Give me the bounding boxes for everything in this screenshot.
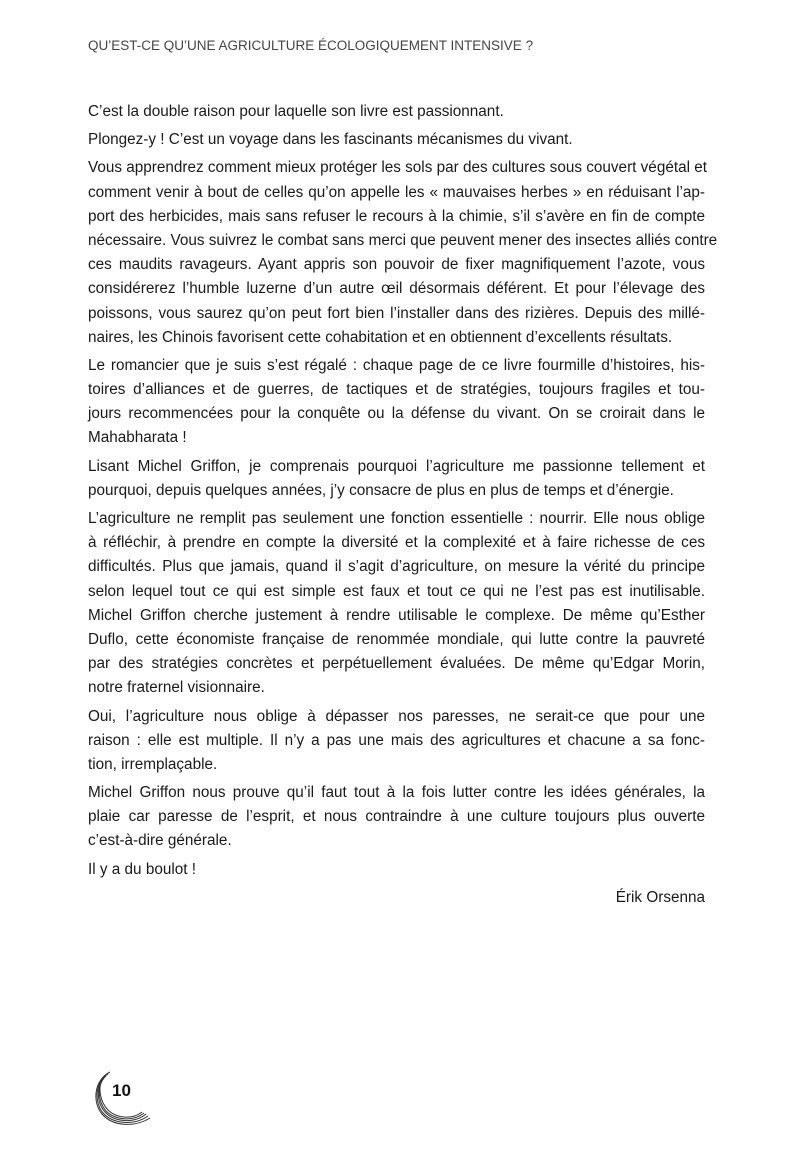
text-line: considérerez l’humble luzerne d’un autre œil désormais déférent. Et pour l’élevage des xyxy=(88,280,705,298)
text-line: naires, les Chinois favorisent cette cohabitation et en obtiennent d’excellents résultats. xyxy=(88,328,673,346)
text-line: Oui, l’agriculture nous oblige à dépasser nos paresses, ne serait-ce que pour une xyxy=(88,707,705,725)
text-line: Vous apprendrez comment mieux protéger les sols par des cultures sous couvert végétal et xyxy=(88,159,707,177)
text-line: port des herbicides, mais sans refuser le recours à la chimie, s’il s’avère en fin de compte xyxy=(88,207,705,225)
text-line: jours recommencées pour la conquête ou la défense du vivant. On se croirait dans le xyxy=(88,405,705,423)
text-line: Plongez-y ! C’est un voyage dans les fascinants mécanismes du vivant. xyxy=(88,131,573,149)
paragraph xyxy=(88,354,705,451)
text-line: plaie car paresse de l’esprit, et nous contraindre à une culture toujours plus ouverte xyxy=(88,808,705,826)
text-line: Duflo, cette économiste française de renommée mondiale, qui lutte contre la pauvreté xyxy=(88,630,705,648)
text-line: selon lequel tout ce qui est simple est faux et tout ce qui ne l’est pas est inutilisable. xyxy=(88,582,705,600)
paragraph xyxy=(88,156,718,350)
text-line: tion, irremplaçable. xyxy=(88,755,218,773)
paragraph xyxy=(88,455,705,503)
text-line: Lisant Michel Griffon, je comprenais pourquoi l’agriculture me passionne tellement et xyxy=(88,457,705,475)
paragraph xyxy=(88,507,705,701)
text-line: Michel Griffon nous prouve qu’il faut tout à la fois lutter contre les idées générales, la xyxy=(88,784,705,802)
paragraph xyxy=(88,100,705,124)
text-line: c’est-à-dire générale. xyxy=(88,832,232,850)
paragraph xyxy=(88,781,705,854)
text-line: ces maudits ravageurs. Ayant appris son pouvoir de fixer magnifiquement l’azote, vous xyxy=(88,256,705,274)
text-line: nécessaire. Vous suivrez le combat sans merci que peuvent mener des insectes alliés contre xyxy=(88,231,718,249)
paragraph xyxy=(88,858,705,882)
text-line: poissons, vous saurez qu’on peut fort bien l’installer dans des rizières. Depuis des millé- xyxy=(88,304,705,322)
text-line: par des stratégies concrètes et perpétuellement évaluées. De même qu’Edgar Morin, xyxy=(88,655,705,673)
text-line: Le romancier que je suis s’est régalé : chaque page de ce livre fourmille d’histoires, his- xyxy=(88,356,705,374)
text-line: raison : elle est multiple. Il n’y a pas une mais des agricultures et chacune a sa fonc- xyxy=(88,731,705,749)
author-signature: Érik Orsenna xyxy=(615,888,705,906)
text-line: notre fraternel visionnaire. xyxy=(88,679,265,697)
running-header: QU’EST-CE QU’UNE AGRICULTURE ÉCOLOGIQUEMENT INTENSIVE ? xyxy=(88,38,534,53)
page-number: 10 xyxy=(112,1081,131,1100)
text-line: comment venir à bout de celles qu’on appelle les « mauvaises herbes » en réduisant l’ap- xyxy=(88,183,705,201)
paragraph xyxy=(88,128,705,152)
paragraph xyxy=(88,705,705,778)
text-line: C’est la double raison pour laquelle son livre est passionnant. xyxy=(88,103,504,120)
text-line: difficultés. Plus que jamais, quand il s’agit d’agriculture, on mesure la vérité du principe xyxy=(88,558,705,576)
text-line: Mahabharata ! xyxy=(88,429,187,447)
body-text xyxy=(88,100,718,910)
text-line: toires d’alliances et de guerres, de tactiques et de stratégies, toujours fragiles et tou- xyxy=(88,381,705,399)
page-number-badge xyxy=(88,1068,158,1128)
text-line: L’agriculture ne remplit pas seulement une fonction essentielle : nourrir. Elle nous oblige xyxy=(88,510,705,527)
text-line: Il y a du boulot ! xyxy=(88,860,196,878)
text-line: à réfléchir, à prendre en compte la diversité et la complexité et à faire richesse de ces xyxy=(88,534,705,552)
text-line: Michel Griffon cherche justement à rendre utilisable le complexe. De même qu’Esther xyxy=(88,606,705,624)
text-line: pourquoi, depuis quelques années, j’y consacre de plus en plus de temps et d’énergie. xyxy=(88,481,674,499)
